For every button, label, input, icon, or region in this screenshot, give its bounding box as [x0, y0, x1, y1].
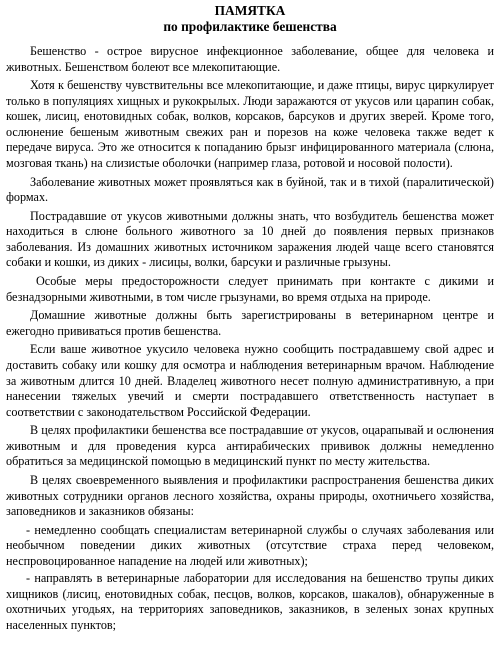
- paragraph-transmission: Хотя к бешенству чувствительны все млекопитающие, и даже птицы, вирус циркулирует только в популяциях хищных и рукокрылых. Люди заражаются от укусов или царапин собак, кошек, лисиц, енотовидных собак, волков, корсаков, барсуков и других зверей. Кроме того, ослюнение бешеным животным свежих ран и порезов на коже человека также ведет к передаче вируса. Это же относится к попаданию брызг инфицированного материала (слюна, мозговая ткань) на слизистые оболочки (например глаза, ротовой и носовой полости).: [6, 78, 494, 170]
- list-item-send-to-lab: - направлять в ветеринарные лаборатории для исследования на бешенство трупы диких хищников (лисиц, енотовидных собак, песцов, волков, корсаков, шакалов), обнаруженные в охотничьих угодьях, на территориях заповедников, заказников, в зеленых зонах крупных населенных пунктов;: [6, 571, 494, 632]
- paragraph-forms: Заболевание животных может проявляться как в буйной, так и в тихой (паралитической) формах.: [6, 174, 494, 205]
- paragraph-definition: Бешенство - острое вирусное инфекционное заболевание, общее для человека и животных. Бешенством болеют все млекопитающие.: [6, 44, 494, 74]
- paragraph-medical-help: В целях профилактики бешенства все пострадавшие от укусов, оцарапывай и ослюнения животным и для проведения курса антирабических прививок должны немедленно обратиться за медицинской помощью в медицинский пункт по месту жительства.: [6, 423, 494, 469]
- document-subtitle: по профилактике бешенства: [163, 19, 337, 34]
- list-item-report: - немедленно сообщать специалистам ветеринарной службы о случаях заболевания или необычном поведении диких животных (отсутствие страха перед человеком, неспровоцированное нападение на людей или животных);: [6, 522, 494, 568]
- document-title: ПАМЯТКА: [214, 3, 286, 18]
- paragraph-precautions: Особые меры предосторожности следует принимать при контакте с дикими и безнадзорными животными, в том числе грызунами, во время отдыха на природе.: [6, 274, 494, 304]
- document-body: [6, 44, 494, 634]
- paragraph-pet-registration: Домашние животные должны быть зарегистрированы в ветеринарном центре и ежегодно прививаться против бешенства.: [6, 308, 494, 338]
- paragraph-owner-duties: Если ваше животное укусило человека нужно сообщить пострадавшему свой адрес и доставить собаку или кошку для осмотра и наблюдения ветеринарным врачом. Наблюдение за животным длится 10 дней. Владелец животного несет полную административную, а при нанесении тяжелых увечий и смерти пострадавшего ответственность наступает в соответствии с законодательством Российской Федерации.: [6, 342, 494, 419]
- paragraph-forestry-duties: В целях своевременного выявления и профилактики распространения бешенства диких животных сотрудники органов лесного хозяйства, охраны природы, охотничьего хозяйства, заповедников и заказников обязаны:: [6, 472, 494, 519]
- paragraph-incubation: Пострадавшие от укусов животными должны знать, что возбудитель бешенства может находиться в слюне больного животного за 10 дней до появления первых признаков заболевания. Из домашних животных источником заражения людей чаще всего становятся собаки и кошки, из диких - лисицы, волки, барсуки и различные грызуны.: [6, 208, 494, 270]
